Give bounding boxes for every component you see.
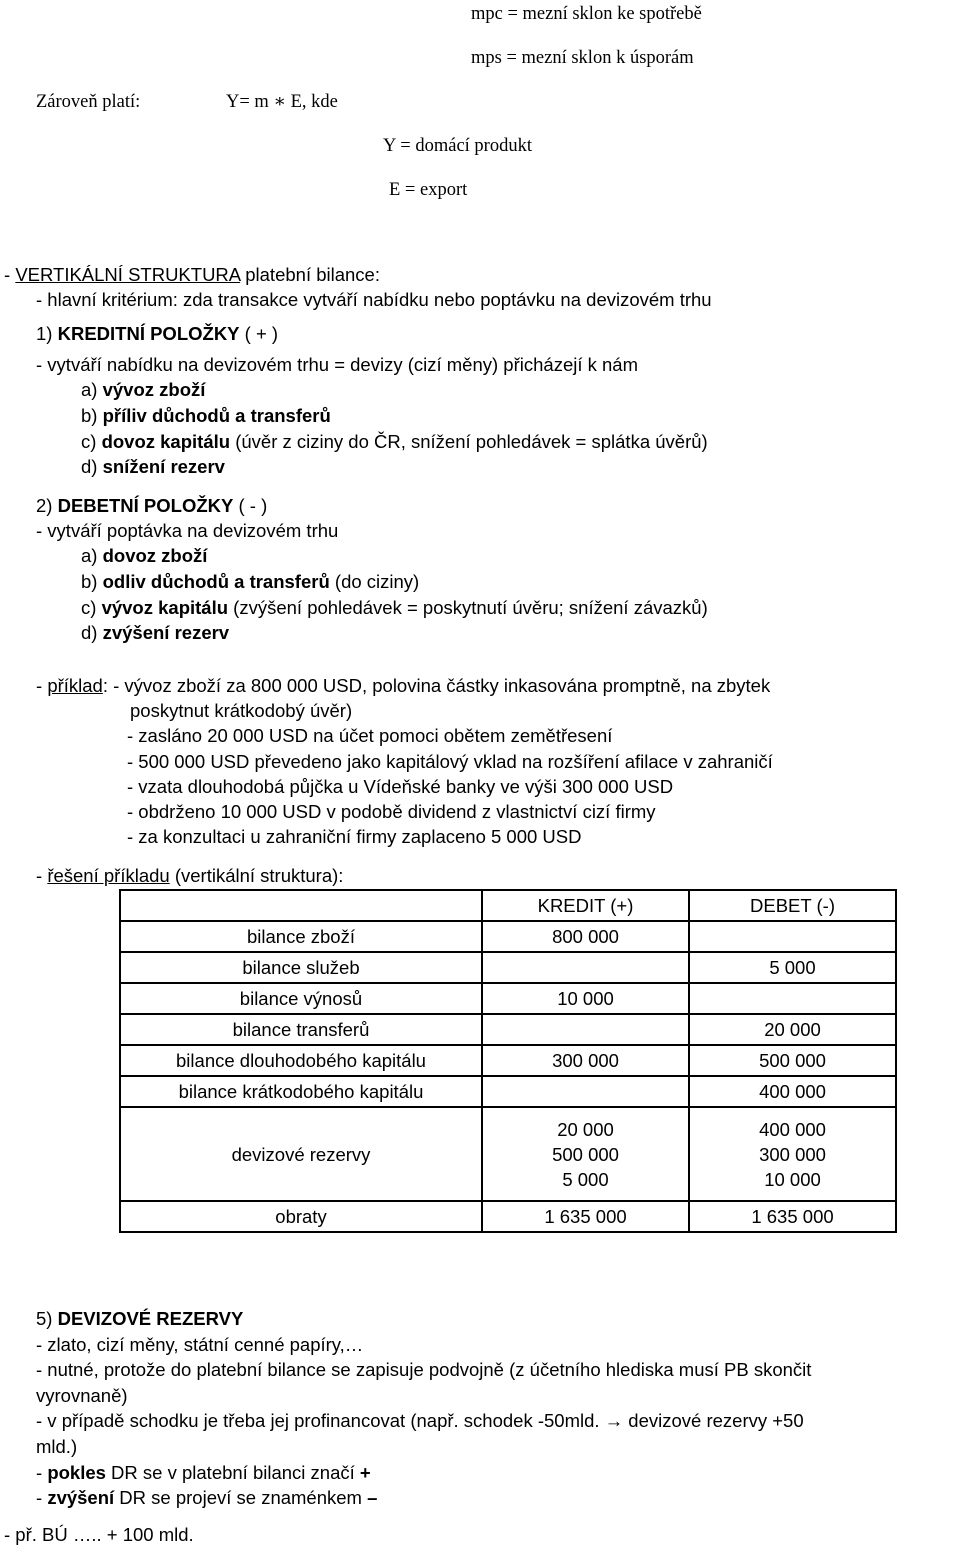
bold-word: pokles [47,1462,106,1483]
table-row [120,1045,896,1076]
row-label: bilance služeb [120,952,482,983]
reserves-text: - v případě schodku je třeba jej profinancovat (např. schodek -50mld. [36,1410,600,1431]
credit-cell [482,1076,689,1107]
debit-cell: 20 000 [689,1014,896,1045]
debit-title [36,495,267,517]
item-letter: a) [81,545,103,566]
debit-cell [689,921,896,952]
example-first-cont: poskytnut krátkodobý úvěr) [130,700,353,721]
example-item: - 500 000 USD převedeno jako kapitálový vklad na rozšíření afilace v zahraničí [127,751,773,772]
table-row [120,1014,896,1045]
credit-d [81,456,225,478]
example-item: - za konzultaci u zahraniční firmy zaplaceno 5 000 USD [127,826,582,847]
credit-cell [482,1107,689,1201]
item-letter: c) [81,597,102,618]
credit-cell: 800 000 [482,921,689,952]
solution-rest: (vertikální struktura): [169,865,344,886]
item-bold: dovoz kapitálu [101,431,231,452]
item-bold: snížení rezerv [102,456,225,477]
equation: Y= m ∗ E, kde [226,92,338,112]
credit-c [81,431,708,453]
reserves-line [36,1410,804,1432]
credit-title-bold: KREDITNÍ POLOŽKY [57,323,240,344]
arrow-right-icon: → [604,1410,624,1431]
debit-cell: 400 000 [689,1076,896,1107]
row-label: obraty [120,1201,482,1232]
item-letter: a) [81,379,103,400]
credit-cell: 1 635 000 [482,1201,689,1232]
debit-cell: 500 000 [689,1045,896,1076]
table-header-cell: KREDIT (+) [482,890,689,921]
solution-heading [36,865,343,887]
reserve-debit-value: 10 000 [764,1168,821,1190]
item-letter: b) [81,405,103,426]
credit-cell [482,952,689,983]
num: 5) [36,1308,58,1329]
dash: - [36,675,48,696]
table-row [120,952,896,983]
item-bold: zvýšení rezerv [102,622,230,643]
item-bold: odliv důchodů a transferů [102,571,330,592]
item-bold: dovoz zboží [102,545,208,566]
mpc-definition: mpc = mezní sklon ke spotřebě [471,4,702,24]
table-header-cell [120,890,482,921]
credit-cell: 10 000 [482,983,689,1014]
reserves-line: - zlato, cizí měny, státní cenné papíry,… [36,1334,364,1355]
item-letter: b) [81,571,103,592]
item-rest: (do ciziny) [329,571,420,592]
dash: - [36,1462,48,1483]
table-row [120,921,896,952]
reserve-credit-value: 20 000 [557,1118,614,1140]
debit-cell [689,1107,896,1201]
num: 2) [36,495,58,516]
reserves-line: - nutné, protože do platební bilance se zapisuje podvojně (z účetního hlediska musí PB skončit [36,1359,812,1380]
example-item: - zasláno 20 000 USD na účet pomoci obětem zemětřesení [127,725,613,746]
debit-d [81,622,229,644]
debit-a [81,545,207,567]
solution-label: řešení příkladu [47,865,170,886]
example-item: - vzata dlouhodobá půjčka u Vídeňské banky ve výši 300 000 USD [127,776,674,797]
credit-title [36,323,278,345]
debit-b [81,571,419,593]
zaroven-label: Zároveň platí: [36,92,141,112]
reserves-example: - př. BÚ ….. + 100 mld. [4,1524,194,1545]
reserve-credit-value: 5 000 [562,1168,609,1190]
row-label: bilance zboží [120,921,482,952]
debit-cell: 1 635 000 [689,1201,896,1232]
table-row-reserves [120,1107,896,1201]
reserves-title [36,1308,243,1330]
example-label: příklad [47,675,103,696]
debit-cell: 5 000 [689,952,896,983]
debit-cell [689,983,896,1014]
vertical-heading [4,264,380,286]
credit-sign: ( + ) [239,323,279,344]
reserves-text: DR se projeví se znaménkem [114,1487,368,1508]
mps-definition: mps = mezní sklon k úsporám [471,48,694,68]
reserve-debit-value: 400 000 [759,1118,826,1140]
example-first-rest: : - vývoz zboží za 800 000 USD, polovina částky inkasována promptně, na zbytek [102,675,771,696]
row-label: devizové rezervy [120,1107,482,1201]
example-item: - obdrženo 10 000 USD v podobě dividend z vlastnictví cizí firmy [127,801,656,822]
credit-cell [482,1014,689,1045]
num: 1) [36,323,58,344]
criterion-line: - hlavní kritérium: zda transakce vytváří nabídku nebo poptávku na devizovém trhu [36,289,712,310]
credit-a [81,379,205,401]
item-letter: d) [81,456,103,477]
debit-c [81,597,708,619]
debit-desc: - vytváří poptávka na devizovém trhu [36,520,339,541]
item-bold: vývoz zboží [102,379,206,400]
reserves-text: DR se v platební bilanci značí [105,1462,360,1483]
reserves-line [36,1487,377,1509]
table-row [120,983,896,1014]
row-label: bilance výnosů [120,983,482,1014]
credit-desc: - vytváří nabídku na devizovém trhu = devizy (cizí měny) přicházejí k nám [36,354,638,375]
table-row [120,1076,896,1107]
debit-sign: ( - ) [233,495,268,516]
table-header-row [120,890,896,921]
item-rest: (úvěr z ciziny do ČR, snížení pohledávek = splátka úvěrů) [230,431,708,452]
item-letter: c) [81,431,102,452]
table-row-totals [120,1201,896,1232]
credit-b [81,405,331,427]
reserves-text: devizové rezervy +50 [623,1410,804,1431]
item-bold: příliv důchodů a transferů [102,405,331,426]
reserves-title-bold: DEVIZOVÉ REZERVY [57,1308,244,1329]
credit-cell: 300 000 [482,1045,689,1076]
item-letter: d) [81,622,103,643]
balance-table [119,889,897,1233]
heading-rest: platební bilance: [240,264,380,285]
plus-sign: + [359,1462,371,1483]
item-rest: (zvýšení pohledávek = poskytnutí úvěru; snížení závazků) [228,597,708,618]
item-bold: vývoz kapitálu [101,597,229,618]
row-label: bilance transferů [120,1014,482,1045]
dash: - [36,1487,48,1508]
y-definition: Y = domácí produkt [383,136,532,156]
reserve-debit-value: 300 000 [759,1143,826,1165]
reserves-line [36,1462,371,1484]
reserves-line: mld.) [36,1436,78,1457]
dash: - [36,865,48,886]
example-first [36,675,770,697]
table-header-cell: DEBET (-) [689,890,896,921]
vertical-structure-link: VERTIKÁLNÍ STRUKTURA [15,264,241,285]
dash: - [4,264,16,285]
bold-word: zvýšení [47,1487,115,1508]
reserves-line: vyrovnaně) [36,1385,128,1406]
minus-sign: – [367,1487,378,1508]
row-label: bilance krátkodobého kapitálu [120,1076,482,1107]
debit-title-bold: DEBETNÍ POLOŽKY [57,495,234,516]
row-label: bilance dlouhodobého kapitálu [120,1045,482,1076]
e-definition: E = export [389,180,468,200]
reserve-credit-value: 500 000 [552,1143,619,1165]
